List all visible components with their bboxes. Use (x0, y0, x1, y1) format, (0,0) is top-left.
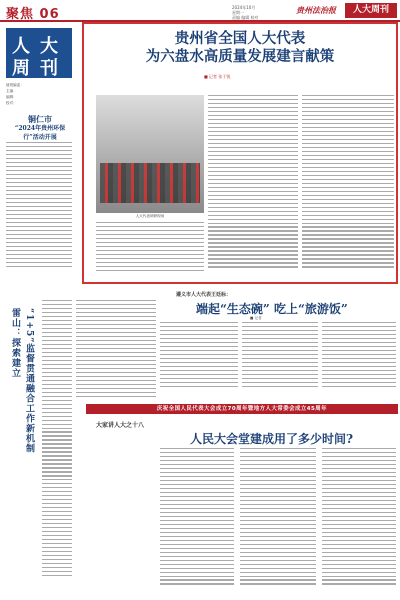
left-story-body (6, 142, 72, 272)
story2-byline: ■ 记者 (250, 316, 262, 320)
main-story-photo (96, 95, 204, 213)
story3-title: 人民大会堂建成用了多少时间? (190, 432, 354, 446)
story2-col-3 (322, 322, 396, 394)
vertical-story-subtitle: “1+5”监督贯通融合工作新机制 (24, 308, 34, 454)
story3-col-3 (322, 448, 396, 594)
date-info (232, 5, 292, 20)
story3-col-2 (240, 448, 316, 594)
anniversary-banner: 庆祝全国人民代表大会成立70周年暨地方人大常委会成立45周年 (86, 404, 398, 414)
main-story-title: 贵州省全国人大代表 为六盘水高质量发展建言献策 (145, 30, 335, 65)
main-story-col-3 (302, 95, 394, 278)
main-story-col-1 (96, 222, 204, 278)
page-header (0, 0, 400, 22)
photo-caption: 人大代表调研现场 (135, 214, 165, 218)
story2-kicker: 遵义市人大代表王廷标： (176, 292, 232, 298)
weekly-tag: 人大周刊 (345, 3, 397, 18)
story2-col-1 (160, 322, 238, 394)
story2-col-2 (242, 322, 318, 394)
date-line: 星期一 (232, 10, 244, 15)
newspaper-name: 贵州法治报 (296, 5, 336, 15)
delegates-group-image (100, 163, 200, 203)
masthead-info: 值班编委： 主编： 编辑： 校对： (6, 83, 24, 105)
vertical-story-body-2 (76, 300, 156, 590)
date-line: 责编 编辑 校对 (232, 15, 259, 20)
weekly-masthead-logo: 人 大 周 刊 (6, 28, 72, 78)
left-story-title: 铜仁市 “2024年贵州环保行”活动开展 (14, 114, 66, 141)
main-story-col-2 (208, 95, 298, 278)
story3-col-1 (160, 448, 234, 594)
story2-title: 端起“生态碗” 吃上“旅游饭” (196, 302, 348, 316)
story3-kicker: 大家讲人大之十八 (96, 422, 145, 429)
vertical-story-body (42, 300, 72, 590)
date-line: 2024年10月 (232, 5, 256, 10)
section-label: 聚焦 06 (6, 7, 60, 22)
vertical-story-title: 雷山：探索建立 (10, 308, 20, 378)
main-story-byline: ■ 记者 张于锐 (204, 74, 231, 79)
